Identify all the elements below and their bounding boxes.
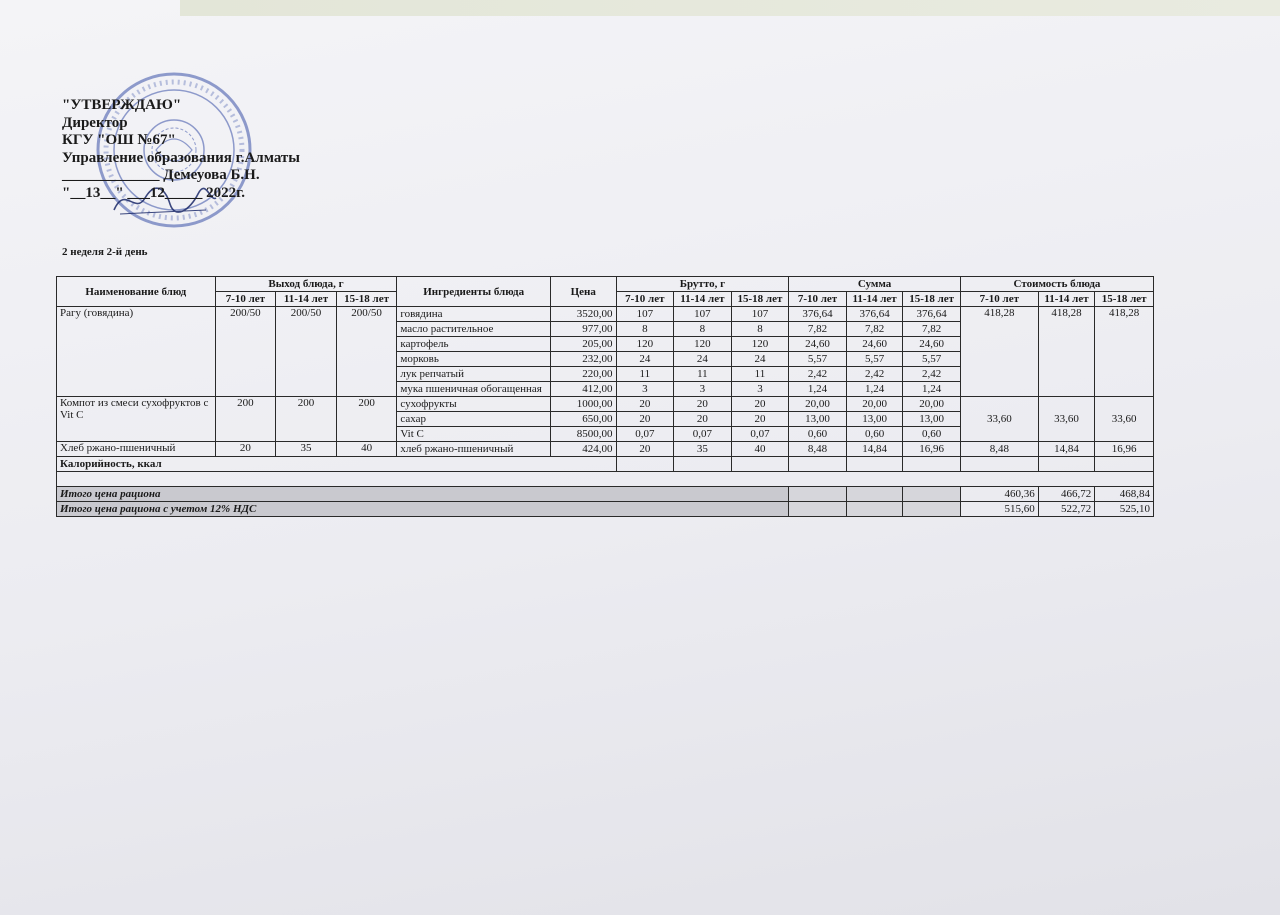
dish-cost: 418,28 [1095,307,1154,397]
ingredient-brutto: 35 [674,442,732,457]
table-cell [1038,457,1095,472]
ingredient-brutto: 0,07 [674,427,732,442]
age-header: 11-14 лет [276,292,337,307]
table-cell [960,457,1038,472]
dish-name: Хлеб ржано-пшеничный [57,442,216,457]
total-vat-value: 522,72 [1038,502,1095,517]
header-ingredients: Ингредиенты блюда [397,277,551,307]
ingredient-sum: 13,00 [903,412,961,427]
total-vat-row [57,502,1154,517]
ingredient-price: 650,00 [550,412,616,427]
dish-cost: 418,28 [1038,307,1095,397]
ingredient-brutto: 0,07 [616,427,674,442]
ingredient-name: масло растительное [397,322,551,337]
age-header: 7-10 лет [616,292,674,307]
header-cost: Стоимость блюда [960,277,1153,292]
approval-position: Директор [62,114,128,131]
ingredient-brutto: 3 [674,382,732,397]
ingredient-brutto: 11 [674,367,732,382]
age-header: 7-10 лет [215,292,276,307]
ingredient-name: говядина [397,307,551,322]
ingredient-brutto: 40 [731,442,789,457]
ingredient-sum: 7,82 [903,322,961,337]
ingredient-price: 3520,00 [550,307,616,322]
ingredient-sum: 24,60 [789,337,847,352]
ingredient-sum: 5,57 [903,352,961,367]
dish-yield: 20 [215,442,276,457]
dish-cost: 33,60 [1095,397,1154,442]
dish-cost: 418,28 [960,307,1038,397]
total-value: 468,84 [1095,487,1154,502]
dish-yield: 200 [215,397,276,442]
ingredient-brutto: 120 [616,337,674,352]
table-footer [57,457,1154,517]
dish-cost: 14,84 [1038,442,1095,457]
table-row [57,307,1154,322]
ingredient-sum: 2,42 [903,367,961,382]
ingredient-brutto: 20 [731,397,789,412]
dish-yield: 200/50 [215,307,276,397]
ingredient-sum: 20,00 [789,397,847,412]
ingredient-price: 8500,00 [550,427,616,442]
total-value: 460,36 [960,487,1038,502]
ingredient-brutto: 20 [616,442,674,457]
ingredient-name: Vit C [397,427,551,442]
table-cell [731,457,789,472]
ingredient-price: 977,00 [550,322,616,337]
table-cell [789,487,847,502]
ingredient-brutto: 8 [731,322,789,337]
ingredient-sum: 13,00 [789,412,847,427]
ingredient-sum: 7,82 [846,322,903,337]
ingredient-price: 1000,00 [550,397,616,412]
ingredient-sum: 0,60 [789,427,847,442]
total-label: Итого цена рациона [57,487,789,502]
ingredient-sum: 0,60 [903,427,961,442]
ingredient-sum: 1,24 [846,382,903,397]
approval-signer: _____________ Демеуова Б.Н. [62,167,260,183]
table-cell [616,457,674,472]
approval-heading: "УТВЕРЖДАЮ" [62,97,182,113]
ingredient-name: хлеб ржано-пшеничный [397,442,551,457]
header-price: Цена [550,277,616,307]
ingredient-price: 220,00 [550,367,616,382]
age-header: 15-18 лет [1095,292,1154,307]
ingredient-brutto: 20 [616,397,674,412]
ingredient-brutto: 11 [616,367,674,382]
ingredient-sum: 16,96 [903,442,961,457]
calories-label: Калорийность, ккал [57,457,617,472]
ingredient-sum: 20,00 [846,397,903,412]
ingredient-brutto: 20 [731,412,789,427]
ingredient-brutto: 0,07 [731,427,789,442]
ingredient-sum: 24,60 [846,337,903,352]
approval-date: "__13__" ___12_____ 2022г. [62,184,246,201]
dish-yield: 200 [276,397,337,442]
calories-row [57,457,1154,472]
ingredient-brutto: 107 [616,307,674,322]
ingredient-price: 232,00 [550,352,616,367]
ingredient-name: мука пшеничная обогащенная [397,382,551,397]
ingredient-brutto: 20 [616,412,674,427]
ingredient-brutto: 107 [674,307,732,322]
table-cell [903,487,961,502]
ingredient-brutto: 3 [731,382,789,397]
table-body [57,307,1154,457]
table-cell [789,457,847,472]
header-dish: Наименование блюд [57,277,216,307]
empty-row [57,472,1154,487]
table-cell [903,457,961,472]
ingredient-name: сухофрукты [397,397,551,412]
dish-yield: 200/50 [276,307,337,397]
ingredient-brutto: 107 [731,307,789,322]
total-vat-label: Итого цена рациона с учетом 12% НДС [57,502,789,517]
age-header: 15-18 лет [336,292,397,307]
ingredient-sum: 13,00 [846,412,903,427]
ingredient-sum: 24,60 [903,337,961,352]
ingredient-price: 412,00 [550,382,616,397]
ingredient-brutto: 120 [731,337,789,352]
table-cell [789,502,847,517]
dish-cost: 33,60 [960,397,1038,442]
dish-name: Компот из смеси сухофруктов с Vit C [57,397,216,442]
table-row [57,442,1154,457]
table-cell [674,457,732,472]
ingredient-sum: 14,84 [846,442,903,457]
table-cell [903,502,961,517]
approval-block [62,97,300,202]
ingredient-sum: 1,24 [789,382,847,397]
ingredient-brutto: 24 [674,352,732,367]
header-brutto: Брутто, г [616,277,789,292]
table-header-row [57,277,1154,292]
ingredient-sum: 8,48 [789,442,847,457]
menu-cost-table [56,276,1154,517]
ingredient-sum: 20,00 [903,397,961,412]
ingredient-brutto: 11 [731,367,789,382]
ingredient-brutto: 24 [731,352,789,367]
ingredient-sum: 7,82 [789,322,847,337]
age-header: 11-14 лет [846,292,903,307]
total-vat-value: 515,60 [960,502,1038,517]
ingredient-price: 424,00 [550,442,616,457]
dish-yield: 200/50 [336,307,397,397]
dish-yield: 35 [276,442,337,457]
ingredient-sum: 0,60 [846,427,903,442]
dish-name: Рагу (говядина) [57,307,216,397]
ingredient-name: морковь [397,352,551,367]
ingredient-sum: 5,57 [789,352,847,367]
dish-cost: 8,48 [960,442,1038,457]
ingredient-sum: 376,64 [903,307,961,322]
ingredient-name: лук репчатый [397,367,551,382]
table-cell [846,487,903,502]
background-strip [180,0,1280,16]
total-vat-value: 525,10 [1095,502,1154,517]
header-sum: Сумма [789,277,961,292]
table-cell [1095,457,1154,472]
approval-department: Управление образования г.Алматы [62,149,301,166]
age-header: 15-18 лет [903,292,961,307]
age-header: 11-14 лет [1038,292,1095,307]
ingredient-name: сахар [397,412,551,427]
total-row [57,487,1154,502]
ingredient-brutto: 8 [674,322,732,337]
table-cell [57,472,1154,487]
ingredient-name: картофель [397,337,551,352]
age-header: 7-10 лет [960,292,1038,307]
ingredient-sum: 2,42 [789,367,847,382]
ingredient-brutto: 120 [674,337,732,352]
ingredient-brutto: 8 [616,322,674,337]
ingredient-sum: 376,64 [789,307,847,322]
total-value: 466,72 [1038,487,1095,502]
menu-day-label: 2 неделя 2-й день [62,246,148,258]
approval-organization: КГУ "ОШ №67" [62,132,176,148]
age-header: 11-14 лет [674,292,732,307]
ingredient-sum: 1,24 [903,382,961,397]
ingredient-brutto: 3 [616,382,674,397]
ingredient-brutto: 24 [616,352,674,367]
table-cell [846,457,903,472]
age-header: 7-10 лет [789,292,847,307]
ingredient-sum: 376,64 [846,307,903,322]
dish-cost: 16,96 [1095,442,1154,457]
ingredient-sum: 5,57 [846,352,903,367]
table-row [57,397,1154,412]
ingredient-price: 205,00 [550,337,616,352]
dish-cost: 33,60 [1038,397,1095,442]
age-header: 15-18 лет [731,292,789,307]
dish-yield: 40 [336,442,397,457]
ingredient-brutto: 20 [674,397,732,412]
dish-yield: 200 [336,397,397,442]
ingredient-sum: 2,42 [846,367,903,382]
table-cell [846,502,903,517]
ingredient-brutto: 20 [674,412,732,427]
header-yield: Выход блюда, г [215,277,397,292]
